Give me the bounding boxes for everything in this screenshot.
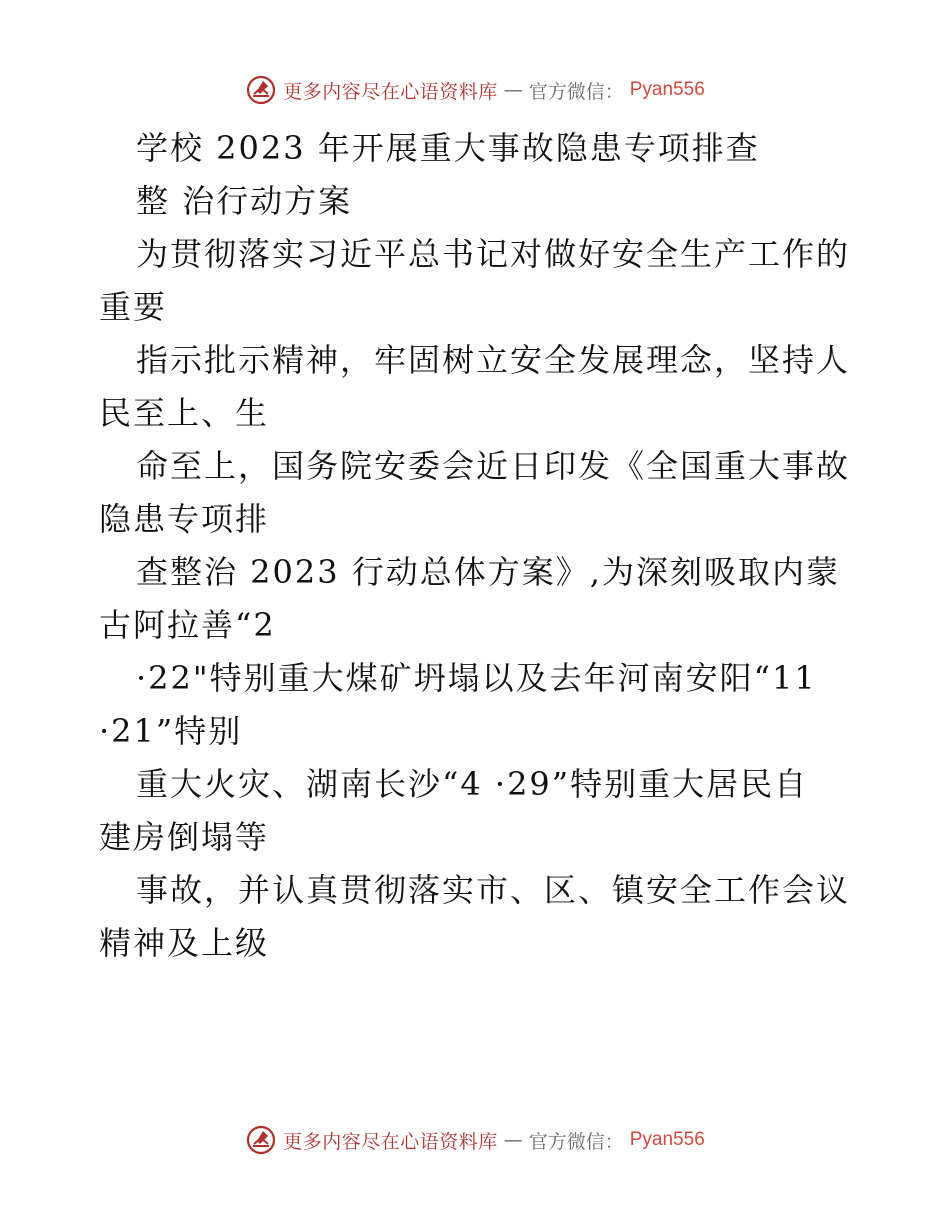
paragraph-line: ·22"特别重大煤矿坍塌以及去年河南安阳“11 (136, 659, 817, 697)
paragraph-line: 命至上，国务院安委会近日印发《全国重大事故 (136, 447, 851, 485)
document-title-line-1: 学校 2023 年开展重大事故隐患专项排查 (136, 129, 760, 167)
document-title-line-2: 整 治行动方案 (136, 182, 353, 220)
header-banner-content (245, 74, 705, 106)
book-quill-logo-icon (245, 1124, 277, 1156)
paragraph-line: 为贯彻落实习近平总书记对做好安全生产工作的 (136, 235, 851, 273)
paragraph-line: 指示批示精神，牢固树立安全发展理念，坚持人 (136, 341, 851, 379)
book-quill-logo-icon (245, 74, 277, 106)
document-body (99, 122, 859, 970)
paragraph-line: 重大火灾、湖南长沙“4 ·29”特别重大居民自 (136, 765, 809, 803)
paragraph-line: 建房倒塌等 (99, 818, 270, 856)
paragraph-line: 精神及上级 (99, 924, 270, 962)
footer-wechat-id: Pyan556 (629, 1129, 705, 1150)
header-wechat-label: 官方微信： (528, 80, 624, 103)
footer-banner (0, 1120, 950, 1160)
paragraph-line: 古阿拉善“2 (99, 606, 276, 644)
paragraph-line: 事故，并认真贯彻落实市、区、镇安全工作会议 (136, 871, 851, 909)
header-banner-title: 更多内容尽在心语资料库 (283, 80, 498, 103)
paragraph-line: ·21”特别 (99, 712, 243, 750)
paragraph-line: 隐患专项排 (99, 500, 270, 538)
paragraph-line: 民至上、生 (99, 394, 270, 432)
header-banner (0, 70, 950, 110)
paragraph-line: 重要 (99, 288, 168, 326)
header-wechat-id: Pyan556 (629, 79, 705, 100)
footer-banner-title: 更多内容尽在心语资料库 (283, 1130, 498, 1153)
footer-banner-separator: — (503, 1129, 523, 1151)
footer-banner-content (245, 1124, 705, 1156)
footer-wechat-label: 官方微信： (528, 1130, 624, 1153)
paragraph-line: 查整治 2023 行动总体方案》,为深刻吸取内蒙 (136, 553, 840, 591)
header-banner-separator: — (503, 79, 523, 101)
